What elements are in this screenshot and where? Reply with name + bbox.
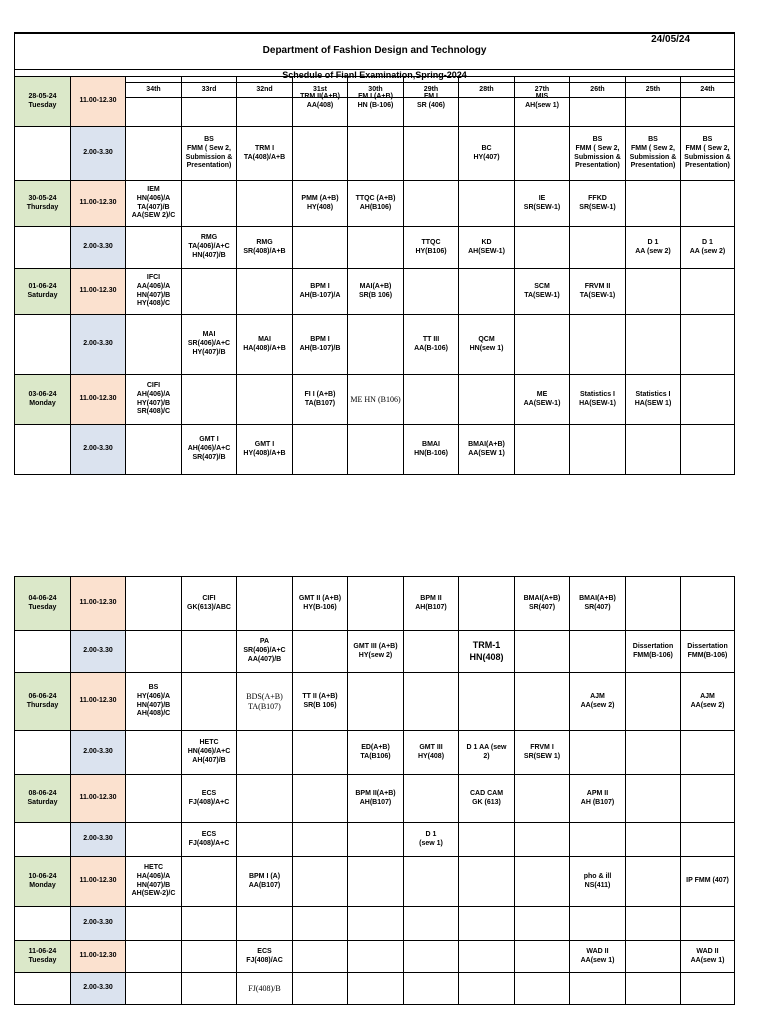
exam-cell bbox=[182, 857, 237, 907]
time-cell: 11.00-12.30 bbox=[71, 181, 126, 227]
exam-cell: BPM II(A+B) AH(B107) bbox=[348, 775, 404, 823]
exam-cell: ED(A+B) TA(B106) bbox=[348, 731, 404, 775]
exam-cell bbox=[348, 673, 404, 731]
exam-cell bbox=[570, 973, 626, 1005]
exam-cell bbox=[126, 315, 182, 375]
exam-cell bbox=[348, 973, 404, 1005]
schedule-row bbox=[15, 731, 735, 775]
exam-cell: BS FMM ( Sew 2, Submission & Presentation) bbox=[570, 127, 626, 181]
date-cell bbox=[15, 425, 71, 475]
exam-cell: WAD II AA(sew 1) bbox=[570, 941, 626, 973]
schedule-row bbox=[15, 315, 735, 375]
schedule-row bbox=[15, 673, 735, 731]
exam-cell bbox=[348, 127, 404, 181]
exam-cell bbox=[126, 577, 182, 631]
exam-cell bbox=[570, 315, 626, 375]
date-cell bbox=[15, 823, 71, 857]
schedule-row bbox=[15, 775, 735, 823]
exam-cell bbox=[404, 673, 459, 731]
exam-cell bbox=[126, 941, 182, 973]
column-header-batch: 29th bbox=[404, 83, 459, 98]
schedule-row bbox=[15, 227, 735, 269]
time-cell: 11.00-12.30 bbox=[71, 673, 126, 731]
schedule-row bbox=[15, 631, 735, 673]
exam-cell bbox=[348, 425, 404, 475]
exam-cell: RMG TA(406)/A+C HN(407)/B bbox=[182, 227, 237, 269]
exam-cell bbox=[404, 973, 459, 1005]
date-cell bbox=[15, 127, 71, 181]
exam-cell bbox=[348, 577, 404, 631]
time-cell: 11.00-12.30 bbox=[71, 77, 126, 127]
exam-cell bbox=[293, 941, 348, 973]
exam-cell: CIFI GK(613)/ABC bbox=[182, 577, 237, 631]
exam-cell bbox=[404, 775, 459, 823]
exam-cell bbox=[515, 673, 570, 731]
exam-cell: FM I SR (406) bbox=[404, 77, 459, 127]
exam-cell: PMM (A+B) HY(408) bbox=[293, 181, 348, 227]
exam-cell bbox=[459, 857, 515, 907]
date-cell: 11-06-24 Tuesday bbox=[15, 941, 71, 973]
exam-cell bbox=[626, 907, 681, 941]
date-cell: 08-06-24 Saturday bbox=[15, 775, 71, 823]
exam-cell bbox=[126, 731, 182, 775]
exam-cell: IE SR(SEW-1) bbox=[515, 181, 570, 227]
exam-cell bbox=[348, 315, 404, 375]
exam-cell bbox=[681, 823, 735, 857]
exam-cell bbox=[515, 227, 570, 269]
time-cell: 2.00-3.30 bbox=[71, 731, 126, 775]
exam-cell bbox=[126, 973, 182, 1005]
exam-cell bbox=[126, 631, 182, 673]
exam-cell bbox=[126, 227, 182, 269]
exam-cell bbox=[182, 973, 237, 1005]
schedule-row bbox=[15, 857, 735, 907]
exam-cell: SCM TA(SEW-1) bbox=[515, 269, 570, 315]
exam-cell bbox=[570, 77, 626, 127]
exam-cell: D 1 AA (sew 2) bbox=[626, 227, 681, 269]
exam-cell bbox=[459, 941, 515, 973]
exam-cell bbox=[681, 775, 735, 823]
exam-cell bbox=[515, 631, 570, 673]
schedule-row bbox=[15, 425, 735, 475]
column-header-batch: 32nd bbox=[237, 83, 293, 98]
exam-cell bbox=[515, 127, 570, 181]
schedule-row bbox=[15, 127, 735, 181]
exam-cell bbox=[237, 181, 293, 227]
exam-cell bbox=[237, 775, 293, 823]
exam-cell bbox=[404, 375, 459, 425]
exam-cell bbox=[293, 973, 348, 1005]
exam-cell bbox=[182, 375, 237, 425]
exam-cell bbox=[626, 181, 681, 227]
exam-cell bbox=[182, 631, 237, 673]
exam-cell: D 1 AA (sew 2) bbox=[681, 227, 735, 269]
time-cell: 11.00-12.30 bbox=[71, 857, 126, 907]
exam-cell: GMT II (A+B) HY(B-106) bbox=[293, 577, 348, 631]
exam-cell: BPM I AH(B-107)/A bbox=[293, 269, 348, 315]
date-cell bbox=[15, 731, 71, 775]
exam-cell bbox=[404, 181, 459, 227]
exam-cell bbox=[237, 907, 293, 941]
exam-cell: Statistics I HA(SEW-1) bbox=[570, 375, 626, 425]
exam-cell: FM I (A+B) HN (B-106) bbox=[348, 77, 404, 127]
exam-cell bbox=[182, 941, 237, 973]
schedule-table-1 bbox=[14, 76, 735, 475]
exam-cell: BS FMM ( Sew 2, Submission & Presentation) bbox=[626, 127, 681, 181]
exam-cell: CAD CAM GK (613) bbox=[459, 775, 515, 823]
exam-cell bbox=[348, 941, 404, 973]
exam-cell bbox=[182, 673, 237, 731]
time-cell: 2.00-3.30 bbox=[71, 127, 126, 181]
time-cell: 11.00-12.30 bbox=[71, 941, 126, 973]
exam-cell: TT III AA(B-106) bbox=[404, 315, 459, 375]
date-cell: 06-06-24 Thursday bbox=[15, 673, 71, 731]
exam-cell bbox=[459, 577, 515, 631]
exam-cell bbox=[404, 127, 459, 181]
exam-cell bbox=[515, 775, 570, 823]
exam-cell: BPM I AH(B-107)/B bbox=[293, 315, 348, 375]
exam-cell: ME HN (B106) bbox=[348, 375, 404, 425]
schedule-row bbox=[15, 577, 735, 631]
exam-cell bbox=[570, 631, 626, 673]
exam-cell: IFCI AA(406)/A HN(407)/B HY(408)/C bbox=[126, 269, 182, 315]
exam-cell bbox=[126, 775, 182, 823]
exam-cell: IEM HN(406)/A TA(407)/B AA(SEW 2)/C bbox=[126, 181, 182, 227]
exam-cell: FI I (A+B) TA(B107) bbox=[293, 375, 348, 425]
exam-cell bbox=[182, 77, 237, 127]
exam-cell bbox=[293, 425, 348, 475]
date-cell: 01-06-24 Saturday bbox=[15, 269, 71, 315]
column-header-batch: 33rd bbox=[182, 83, 237, 98]
exam-cell bbox=[293, 631, 348, 673]
date-cell: 10-06-24 Monday bbox=[15, 857, 71, 907]
exam-cell: MIS AH(sew 1) bbox=[515, 77, 570, 127]
exam-cell: D 1 (sew 1) bbox=[404, 823, 459, 857]
schedule-row bbox=[15, 181, 735, 227]
exam-cell bbox=[237, 77, 293, 127]
date-cell: 03-06-24 Monday bbox=[15, 375, 71, 425]
exam-cell: HETC HN(406)/A+C AH(407)/B bbox=[182, 731, 237, 775]
exam-cell: AJM AA(sew 2) bbox=[681, 673, 735, 731]
column-header-batch: 25th bbox=[626, 83, 681, 98]
exam-cell bbox=[626, 941, 681, 973]
exam-cell: FJ(408)/B bbox=[237, 973, 293, 1005]
exam-cell: QCM HN(sew 1) bbox=[459, 315, 515, 375]
exam-cell bbox=[626, 315, 681, 375]
column-header-batch: 30th bbox=[348, 83, 404, 98]
exam-cell: pho & ill NS(411) bbox=[570, 857, 626, 907]
exam-cell: BPM I (A) AA(B107) bbox=[237, 857, 293, 907]
exam-cell: MAI HA(408)/A+B bbox=[237, 315, 293, 375]
time-cell: 2.00-3.30 bbox=[71, 973, 126, 1005]
exam-cell bbox=[515, 941, 570, 973]
exam-cell bbox=[626, 731, 681, 775]
exam-cell bbox=[626, 775, 681, 823]
exam-cell bbox=[681, 425, 735, 475]
time-cell: 11.00-12.30 bbox=[71, 269, 126, 315]
exam-cell bbox=[515, 857, 570, 907]
schedule-table-2 bbox=[14, 576, 735, 1005]
exam-cell bbox=[626, 577, 681, 631]
exam-cell bbox=[237, 375, 293, 425]
exam-cell: TRM I TA(408)/A+B bbox=[237, 127, 293, 181]
exam-cell bbox=[681, 181, 735, 227]
exam-cell bbox=[404, 941, 459, 973]
exam-cell bbox=[293, 857, 348, 907]
exam-cell bbox=[293, 731, 348, 775]
date-cell: 30-05-24 Thursday bbox=[15, 181, 71, 227]
exam-cell: GMT I AH(406)/A+C SR(407)/B bbox=[182, 425, 237, 475]
exam-cell bbox=[459, 907, 515, 941]
exam-cell: BDS(A+B) TA(B107) bbox=[237, 673, 293, 731]
exam-cell bbox=[404, 907, 459, 941]
exam-cell bbox=[515, 823, 570, 857]
exam-cell bbox=[459, 77, 515, 127]
exam-cell: D 1 AA (sew 2) bbox=[459, 731, 515, 775]
exam-cell bbox=[182, 907, 237, 941]
issue-date: 24/05/24 bbox=[651, 34, 691, 45]
exam-cell: KD AH(SEW-1) bbox=[459, 227, 515, 269]
exam-cell bbox=[126, 425, 182, 475]
exam-cell: RMG SR(408)/A+B bbox=[237, 227, 293, 269]
time-cell: 2.00-3.30 bbox=[71, 425, 126, 475]
exam-cell bbox=[626, 973, 681, 1005]
exam-cell bbox=[681, 375, 735, 425]
schedule-row bbox=[15, 907, 735, 941]
exam-cell: BMAI(A+B) SR(407) bbox=[570, 577, 626, 631]
exam-cell bbox=[293, 823, 348, 857]
exam-cell bbox=[237, 823, 293, 857]
exam-cell: CIFI AH(406)/A HY(407)/B SR(408)/C bbox=[126, 375, 182, 425]
column-header-batch: 27th bbox=[515, 83, 570, 98]
exam-cell bbox=[626, 269, 681, 315]
exam-cell bbox=[681, 907, 735, 941]
exam-cell bbox=[126, 823, 182, 857]
schedule-subtitle: Schedule of Fianl Examination,Spring-2024 bbox=[15, 70, 735, 83]
date-cell bbox=[15, 973, 71, 1005]
exam-cell: BS FMM ( Sew 2, Submission & Presentation) bbox=[681, 127, 735, 181]
exam-cell: GMT III HY(408) bbox=[404, 731, 459, 775]
exam-cell: ECS FJ(408)/A+C bbox=[182, 775, 237, 823]
exam-cell bbox=[126, 77, 182, 127]
exam-cell: BPM II AH(B107) bbox=[404, 577, 459, 631]
exam-cell bbox=[459, 823, 515, 857]
exam-cell: PA SR(406)/A+C AA(407)/B bbox=[237, 631, 293, 673]
exam-cell bbox=[570, 731, 626, 775]
exam-cell: IP FMM (407) bbox=[681, 857, 735, 907]
exam-cell: TTQC (A+B) AH(B106) bbox=[348, 181, 404, 227]
exam-cell bbox=[459, 269, 515, 315]
time-cell: 2.00-3.30 bbox=[71, 823, 126, 857]
exam-cell: MAI(A+B) SR(B 106) bbox=[348, 269, 404, 315]
date-cell: 04-06-24 Tuesday bbox=[15, 577, 71, 631]
time-cell: 2.00-3.30 bbox=[71, 227, 126, 269]
exam-cell: TRM-1 HN(408) bbox=[459, 631, 515, 673]
exam-cell bbox=[293, 127, 348, 181]
exam-cell bbox=[237, 731, 293, 775]
exam-cell: BS HY(406)/A HN(407)/B AH(408)/C bbox=[126, 673, 182, 731]
exam-cell: ECS FJ(408)/AC bbox=[237, 941, 293, 973]
exam-cell: HETC HA(406)/A HN(407)/B AH(SEW-2)/C bbox=[126, 857, 182, 907]
exam-cell bbox=[681, 269, 735, 315]
exam-cell: AJM AA(sew 2) bbox=[570, 673, 626, 731]
exam-cell: APM II AH (B107) bbox=[570, 775, 626, 823]
exam-cell: ME AA(SEW-1) bbox=[515, 375, 570, 425]
exam-cell bbox=[626, 425, 681, 475]
exam-cell: Statistics I HA(SEW 1) bbox=[626, 375, 681, 425]
exam-cell bbox=[570, 227, 626, 269]
exam-cell bbox=[293, 227, 348, 269]
exam-cell bbox=[459, 375, 515, 425]
exam-cell bbox=[681, 577, 735, 631]
exam-cell bbox=[570, 425, 626, 475]
exam-cell bbox=[459, 673, 515, 731]
exam-cell bbox=[459, 181, 515, 227]
date-cell: 28-05-24 Tuesday bbox=[15, 77, 71, 127]
exam-cell bbox=[570, 907, 626, 941]
exam-cell bbox=[348, 823, 404, 857]
exam-cell: FRVM I SR(SEW 1) bbox=[515, 731, 570, 775]
schedule-row bbox=[15, 941, 735, 973]
time-cell: 2.00-3.30 bbox=[71, 907, 126, 941]
exam-cell: Dissertation FMM(B-106) bbox=[626, 631, 681, 673]
exam-cell: BMAI(A+B) SR(407) bbox=[515, 577, 570, 631]
exam-cell bbox=[293, 907, 348, 941]
time-cell: 11.00-12.30 bbox=[71, 577, 126, 631]
exam-cell bbox=[515, 315, 570, 375]
exam-cell: GMT I HY(408)/A+B bbox=[237, 425, 293, 475]
department-title: Department of Fashion Design and Technology bbox=[262, 45, 487, 57]
exam-cell: Dissertation FMM(B-106) bbox=[681, 631, 735, 673]
schedule-row bbox=[15, 269, 735, 315]
exam-cell bbox=[237, 577, 293, 631]
exam-cell: TTQC HY(B106) bbox=[404, 227, 459, 269]
schedule-row bbox=[15, 823, 735, 857]
exam-cell bbox=[237, 269, 293, 315]
exam-cell bbox=[515, 907, 570, 941]
time-cell: 11.00-12.30 bbox=[71, 775, 126, 823]
exam-cell bbox=[681, 731, 735, 775]
exam-cell bbox=[681, 973, 735, 1005]
exam-cell: TRM II(A+B) AA(408) bbox=[293, 77, 348, 127]
exam-cell bbox=[293, 775, 348, 823]
title-row bbox=[15, 33, 735, 70]
exam-cell bbox=[626, 77, 681, 127]
exam-cell bbox=[126, 907, 182, 941]
exam-cell bbox=[182, 269, 237, 315]
schedule-row bbox=[15, 375, 735, 425]
exam-cell: FFKD SR(SEW-1) bbox=[570, 181, 626, 227]
exam-cell: FRVM II TA(SEW-1) bbox=[570, 269, 626, 315]
exam-cell: GMT III (A+B) HY(sew 2) bbox=[348, 631, 404, 673]
exam-cell bbox=[681, 315, 735, 375]
exam-cell bbox=[348, 227, 404, 269]
exam-cell bbox=[404, 857, 459, 907]
exam-cell bbox=[404, 269, 459, 315]
exam-cell: BMAI(A+B) AA(SEW 1) bbox=[459, 425, 515, 475]
column-header-batch: 31st bbox=[293, 83, 348, 98]
exam-cell bbox=[348, 907, 404, 941]
exam-cell bbox=[348, 857, 404, 907]
exam-cell: BS FMM ( Sew 2, Submission & Presentation) bbox=[182, 127, 237, 181]
time-cell: 2.00-3.30 bbox=[71, 631, 126, 673]
exam-cell bbox=[126, 127, 182, 181]
exam-cell: TT II (A+B) SR(B 106) bbox=[293, 673, 348, 731]
exam-cell bbox=[182, 181, 237, 227]
exam-cell bbox=[626, 673, 681, 731]
exam-cell bbox=[626, 823, 681, 857]
date-cell bbox=[15, 631, 71, 673]
exam-cell bbox=[626, 857, 681, 907]
exam-cell: MAI SR(406)/A+C HY(407)/B bbox=[182, 315, 237, 375]
date-cell bbox=[15, 907, 71, 941]
exam-cell bbox=[570, 823, 626, 857]
exam-cell: ECS FJ(408)/A+C bbox=[182, 823, 237, 857]
schedule-row bbox=[15, 77, 735, 127]
date-cell bbox=[15, 227, 71, 269]
date-cell bbox=[15, 315, 71, 375]
column-header-batch: 24th bbox=[681, 83, 735, 98]
time-cell: 2.00-3.30 bbox=[71, 315, 126, 375]
exam-cell bbox=[459, 973, 515, 1005]
column-header-batch: 28th bbox=[459, 83, 515, 98]
column-header-batch: 26th bbox=[570, 83, 626, 98]
exam-cell bbox=[404, 631, 459, 673]
exam-cell: BMAI HN(B-106) bbox=[404, 425, 459, 475]
schedule-row bbox=[15, 973, 735, 1005]
time-cell: 11.00-12.30 bbox=[71, 375, 126, 425]
exam-cell bbox=[681, 77, 735, 127]
exam-cell bbox=[515, 425, 570, 475]
exam-cell bbox=[515, 973, 570, 1005]
exam-cell: BC HY(407) bbox=[459, 127, 515, 181]
column-header-batch: 34th bbox=[126, 83, 182, 98]
exam-cell: WAD II AA(sew 1) bbox=[681, 941, 735, 973]
